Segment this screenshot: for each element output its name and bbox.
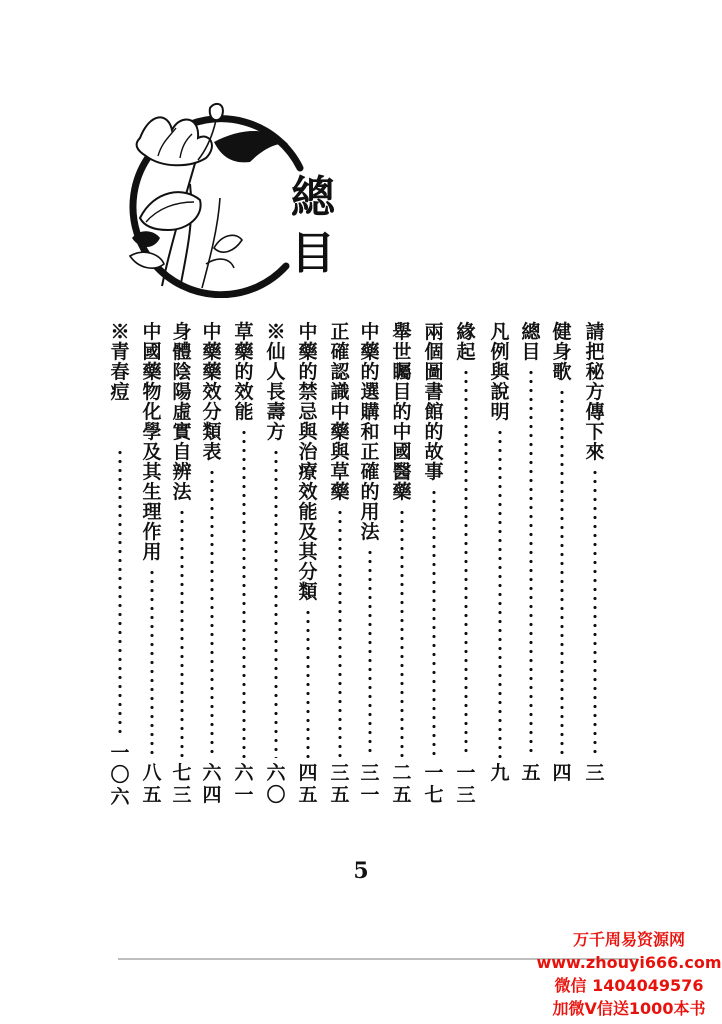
entry-title: 健身歌 <box>552 321 572 383</box>
dot-leader <box>273 448 279 758</box>
entry-title: 中國藥物化學及其生理作用 <box>142 321 162 563</box>
entry-page: 三五 <box>330 762 350 806</box>
entry-title: ※仙人長壽方 <box>266 321 286 443</box>
entry-page: 八五 <box>142 762 162 806</box>
dot-leader <box>117 448 123 738</box>
entry-title: 兩個圖書館的故事 <box>424 321 444 483</box>
dot-leader <box>497 428 503 758</box>
toc-entry[interactable] <box>390 322 414 822</box>
toc-entry[interactable] <box>108 322 132 822</box>
entry-title: 中藥的禁忌與治療效能及其分類 <box>298 321 318 603</box>
dot-leader <box>241 428 247 758</box>
entry-page: 二五 <box>392 762 412 806</box>
entry-page: 六〇 <box>266 762 286 806</box>
watermark-line: 万千周易资源网 <box>572 930 685 949</box>
dot-leader <box>592 468 598 758</box>
entry-title: 身體陰陽虛實自辨法 <box>172 321 192 503</box>
toc-entry[interactable] <box>296 322 320 822</box>
entry-title: 凡例與說明 <box>490 321 510 423</box>
entry-page: 一三 <box>456 762 476 806</box>
entry-page: 三 <box>585 762 605 784</box>
page-number: 5 <box>353 858 369 884</box>
entry-title: 中藥的選購和正確的用法 <box>360 321 380 543</box>
entry-page: 五 <box>521 762 541 784</box>
entry-page: 六一 <box>234 762 254 806</box>
toc-entry[interactable] <box>519 322 543 822</box>
dot-leader <box>463 368 469 758</box>
dot-leader <box>305 608 311 758</box>
toc-entry[interactable] <box>550 322 574 822</box>
entry-title: 請把秘方傳下來 <box>585 321 605 463</box>
toc-entry[interactable] <box>422 322 446 822</box>
dot-leader <box>367 548 373 758</box>
entry-page: 七三 <box>172 762 192 806</box>
entry-page: 四五 <box>298 762 318 806</box>
entry-title: 中藥藥效分類表 <box>202 321 222 463</box>
entry-title: ※青春痘 <box>110 321 130 403</box>
toc-entry[interactable] <box>328 322 352 822</box>
watermark-line: 微信 1404049576 <box>554 976 704 995</box>
entry-title: 總目 <box>521 321 541 363</box>
dot-leader <box>337 508 343 758</box>
entry-page: 一〇六 <box>110 742 130 808</box>
entry-page: 九 <box>490 762 510 784</box>
dot-leader <box>528 368 534 758</box>
entry-title: 正確認識中藥與草藥 <box>330 321 350 503</box>
toc-entry[interactable] <box>170 322 194 822</box>
toc-entry[interactable] <box>488 322 512 822</box>
dot-leader <box>209 468 215 758</box>
toc-entry[interactable] <box>200 322 224 822</box>
entry-title: 舉世矚目的中國醫藥 <box>392 321 412 503</box>
toc-entry[interactable] <box>232 322 256 822</box>
heading-char: 總 <box>291 172 335 223</box>
heading-char: 目 <box>291 228 335 279</box>
watermark-url[interactable]: www.zhouyi666.com <box>536 953 722 972</box>
toc-entry[interactable] <box>140 322 164 822</box>
section-heading <box>283 170 343 282</box>
toc-entry[interactable] <box>454 322 478 822</box>
watermark-line: 加微V信送1000本书 <box>552 999 706 1018</box>
dot-leader <box>559 388 565 758</box>
toc-entry[interactable] <box>264 322 288 822</box>
entry-title: 緣起 <box>456 321 476 363</box>
dot-leader <box>431 488 437 758</box>
entry-page: 一七 <box>424 762 444 806</box>
dot-leader <box>149 568 155 758</box>
entry-page: 六四 <box>202 762 222 806</box>
toc-entry[interactable] <box>583 322 607 822</box>
entry-title: 草藥的效能 <box>234 321 254 423</box>
entry-page: 四 <box>552 762 572 784</box>
dot-leader <box>179 508 185 758</box>
dot-leader <box>399 508 405 758</box>
entry-page: 三一 <box>360 762 380 806</box>
watermark <box>536 928 722 1020</box>
toc-entry[interactable] <box>358 322 382 822</box>
